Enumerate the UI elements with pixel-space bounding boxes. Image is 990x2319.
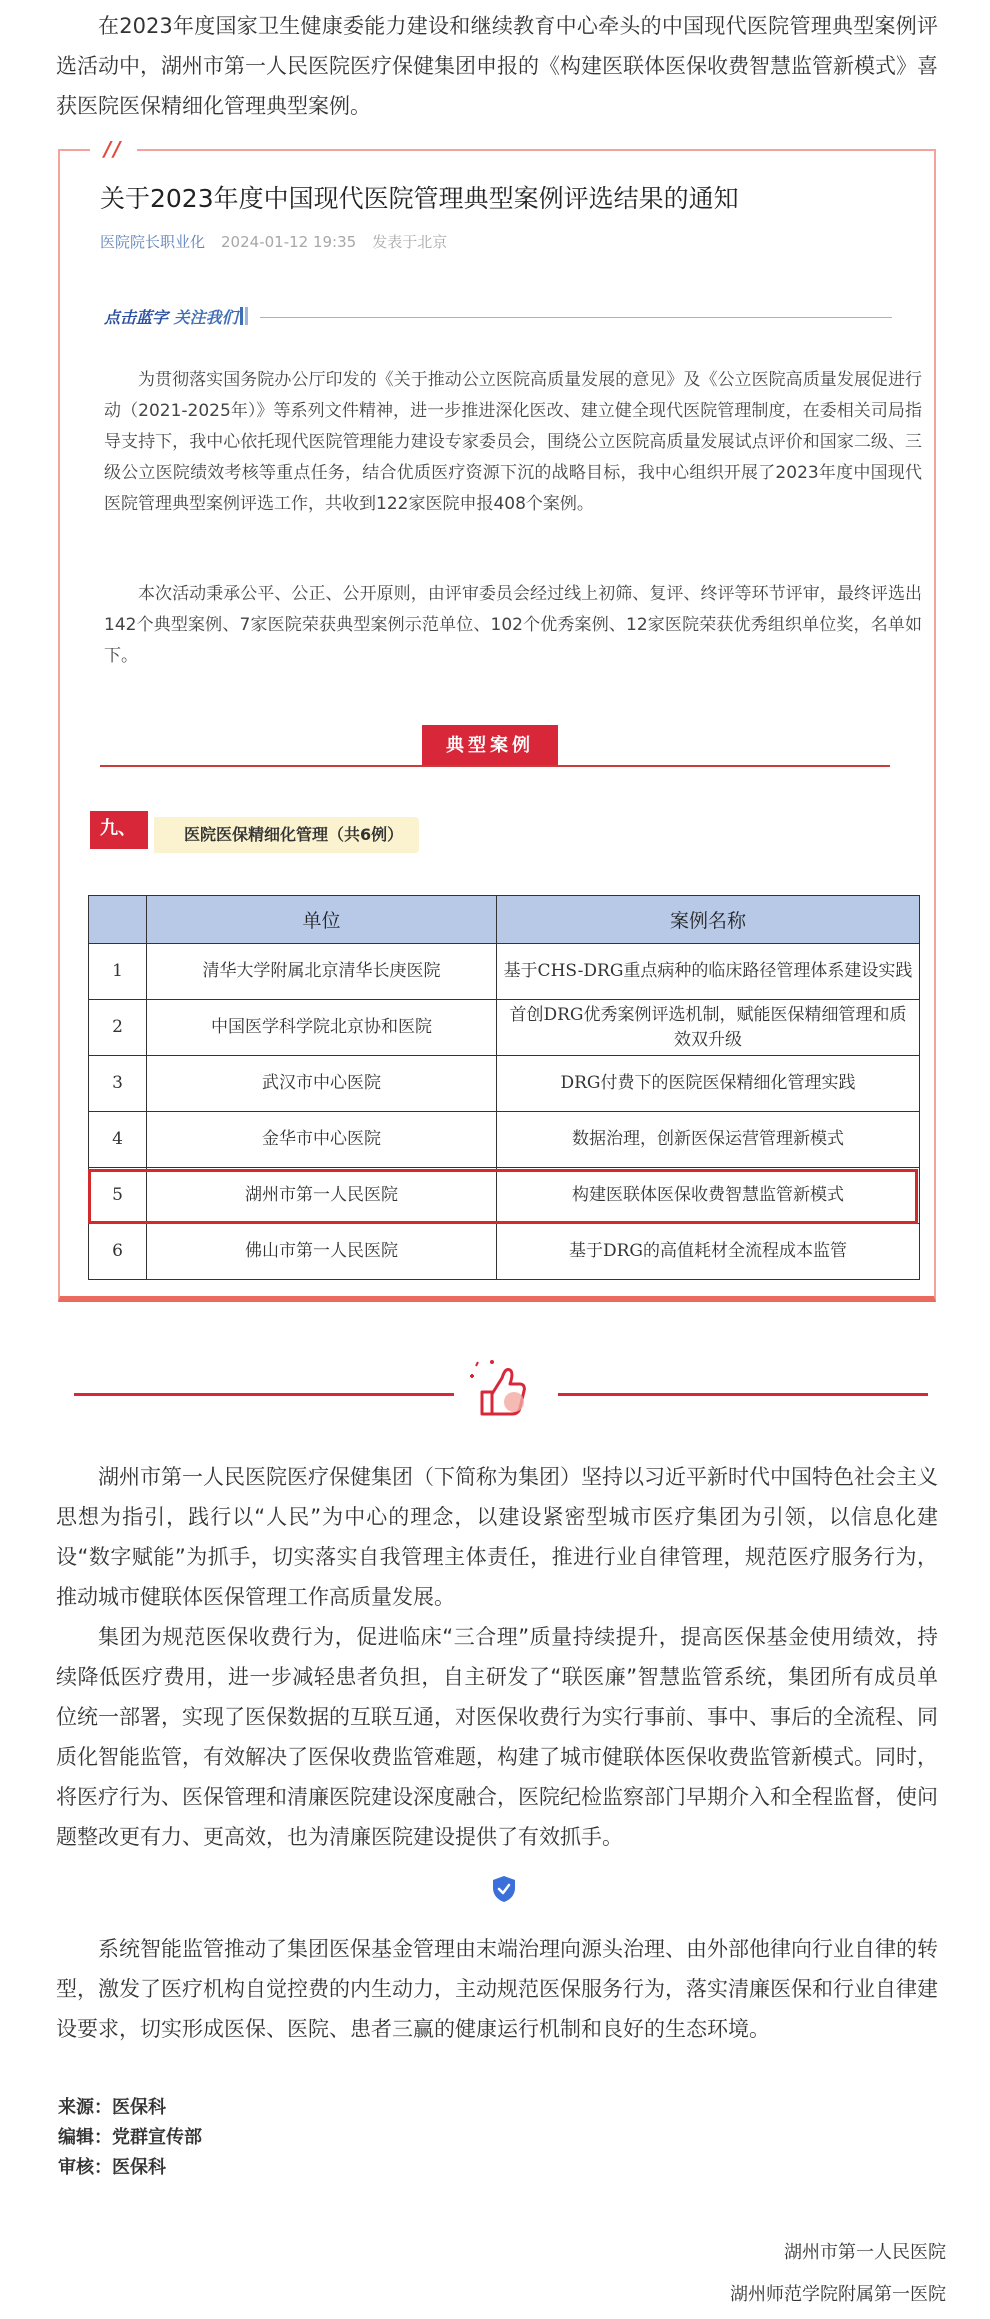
follow-bar-icon (240, 307, 248, 325)
header-index (89, 896, 147, 944)
shield-check-icon (492, 1875, 516, 1903)
table-header-row (89, 896, 920, 944)
row-case: 构建医联体医保收费智慧监管新模式 (497, 1168, 920, 1224)
row-index: 4 (89, 1112, 147, 1168)
divider-left (74, 1393, 454, 1396)
publish-time: 2024-01-12 19:35 (221, 233, 357, 251)
table-row (89, 1224, 920, 1280)
row-index: 2 (89, 1000, 147, 1056)
table-row (89, 1056, 920, 1112)
footer-source: 来源：医保科 (58, 2097, 166, 2118)
row-unit: 清华大学附属北京清华长庚医院 (147, 944, 497, 1000)
typical-cases-banner: 典型案例 (422, 725, 558, 767)
footer-credits (58, 2093, 202, 2183)
row-unit: 金华市中心医院 (147, 1112, 497, 1168)
highlight-frame (88, 1169, 918, 1224)
footer-reviewer: 审核：医保科 (58, 2157, 166, 2178)
signature-2: 湖州师范学院附属第一医院 (730, 2284, 946, 2305)
section-label: 医院医保精细化管理（共6例） (154, 817, 419, 853)
body-paragraph-2: 集团为规范医保收费行为，促进临床“三合理”质量持续提升，提高医保基金使用绩效，持续降低医疗费用，进一步减轻患者负担，自主研发了“联医廉”智慧监管系统，集团所有成员单位统一部署，实现了医保数据的互联互通，对医保收费行为实行事前、事中、事后的全流程、同质化智能监管，有效解决了医保收费监管难题，构建了城市健联体医保收费监管新模式。同时，将医疗行为、医保管理和清廉医院建设深度融合，医院纪检监察部门早期介入和全程监督，使问题整改更有力、更高效，也为清廉医院建设提供了有效抓手。 (56, 1625, 938, 1849)
header-case: 案例名称 (497, 896, 920, 944)
follow-prefix: 点击蓝字 (104, 308, 169, 327)
row-case: 基于CHS-DRG重点病种的临床路径管理体系建设实践 (497, 944, 920, 1000)
thumbs-up-icon (462, 1354, 534, 1422)
publish-location: 发表于北京 (372, 233, 448, 251)
row-index: 3 (89, 1056, 147, 1112)
notice-paragraph-2: 本次活动秉承公平、公正、公开原则，由评审委员会经过线上初筛、复评、终评等环节评审，最终评选出142个典型案例、7家医院荣获典型案例示范单位、102个优秀案例、12家医院荣获优秀组织单位奖，名单如下。 (104, 584, 922, 666)
row-unit: 佛山市第一人民医院 (147, 1224, 497, 1280)
follow-suffix: 关注我们 (173, 308, 238, 327)
row-index: 5 (89, 1168, 147, 1224)
row-case: 首创DRG优秀案例评选机制，赋能医保精细管理和质效双升级 (497, 1000, 920, 1056)
row-unit: 武汉市中心医院 (147, 1056, 497, 1112)
card-decoration: // (90, 137, 137, 161)
table-row (89, 1000, 920, 1056)
typical-divider (100, 765, 890, 767)
body-paragraph-3: 系统智能监管推动了集团医保基金管理由末端治理向源头治理、由外部他律向行业自律的转型，激发了医疗机构自觉控费的内生动力，主动规范医保服务行为，落实清廉医保和行业自律建设要求，切实形成医保、医院、患者三赢的健康运行机制和良好的生态环境。 (56, 1937, 938, 2041)
account-name[interactable]: 医院院长职业化 (100, 233, 206, 251)
row-index: 1 (89, 944, 147, 1000)
section-number: 九、 (90, 811, 148, 849)
row-unit: 湖州市第一人民医院 (147, 1168, 497, 1224)
table-row (89, 1112, 920, 1168)
footer-editor: 编辑：党群宣传部 (58, 2127, 202, 2148)
body-paragraph-1: 湖州市第一人民医院医疗保健集团（下简称为集团）坚持以习近平新时代中国特色社会主义思想为指引，践行以“人民”为中心的理念，以建设紧密型城市医疗集团为引领，以信息化建设“数字赋能”为抓手，切实落实自我管理主体责任，推进行业自律管理，规范医疗服务行为，推动城市健联体医保管理工作高质量发展。 (56, 1465, 938, 1609)
row-unit: 中国医学科学院北京协和医院 (147, 1000, 497, 1056)
notice-title: 关于2023年度中国现代医院管理典型案例评选结果的通知 (100, 184, 739, 213)
notice-meta (100, 231, 447, 252)
header-unit: 单位 (147, 896, 497, 944)
follow-banner[interactable] (104, 305, 238, 328)
row-index: 6 (89, 1224, 147, 1280)
table-row (89, 944, 920, 1000)
row-case: 基于DRG的高值耗材全流程成本监管 (497, 1224, 920, 1280)
notice-card (58, 137, 936, 1302)
divider-right (558, 1393, 928, 1396)
row-case: 数据治理，创新医保运营管理新模式 (497, 1112, 920, 1168)
intro-paragraph: 在2023年度国家卫生健康委能力建设和继续教育中心牵头的中国现代医院管理典型案例评选活动中，湖州市第一人民医院医疗保健集团申报的《构建医联体医保收费智慧监管新模式》喜获医院医保精细化管理典型案例。 (56, 14, 938, 118)
signature-1: 湖州市第一人民医院 (784, 2242, 946, 2263)
row-case: DRG付费下的医院医保精细化管理实践 (497, 1056, 920, 1112)
notice-paragraph-1: 为贯彻落实国务院办公厅印发的《关于推动公立医院高质量发展的意见》及《公立医院高质量发展促进行动（2021-2025年）》等系列文件精神，进一步推进深化医改、建立健全现代医院管理制度，在委相关司局指导支持下，我中心依托现代医院管理能力建设专家委员会，围绕公立医院高质量发展试点评价和国家二级、三级公立医院绩效考核等重点任务，结合优质医疗资源下沉的战略目标，我中心组织开展了2023年度中国现代医院管理典型案例评选工作，共收到122家医院申报408个案例。 (104, 370, 922, 514)
follow-divider (260, 317, 892, 318)
